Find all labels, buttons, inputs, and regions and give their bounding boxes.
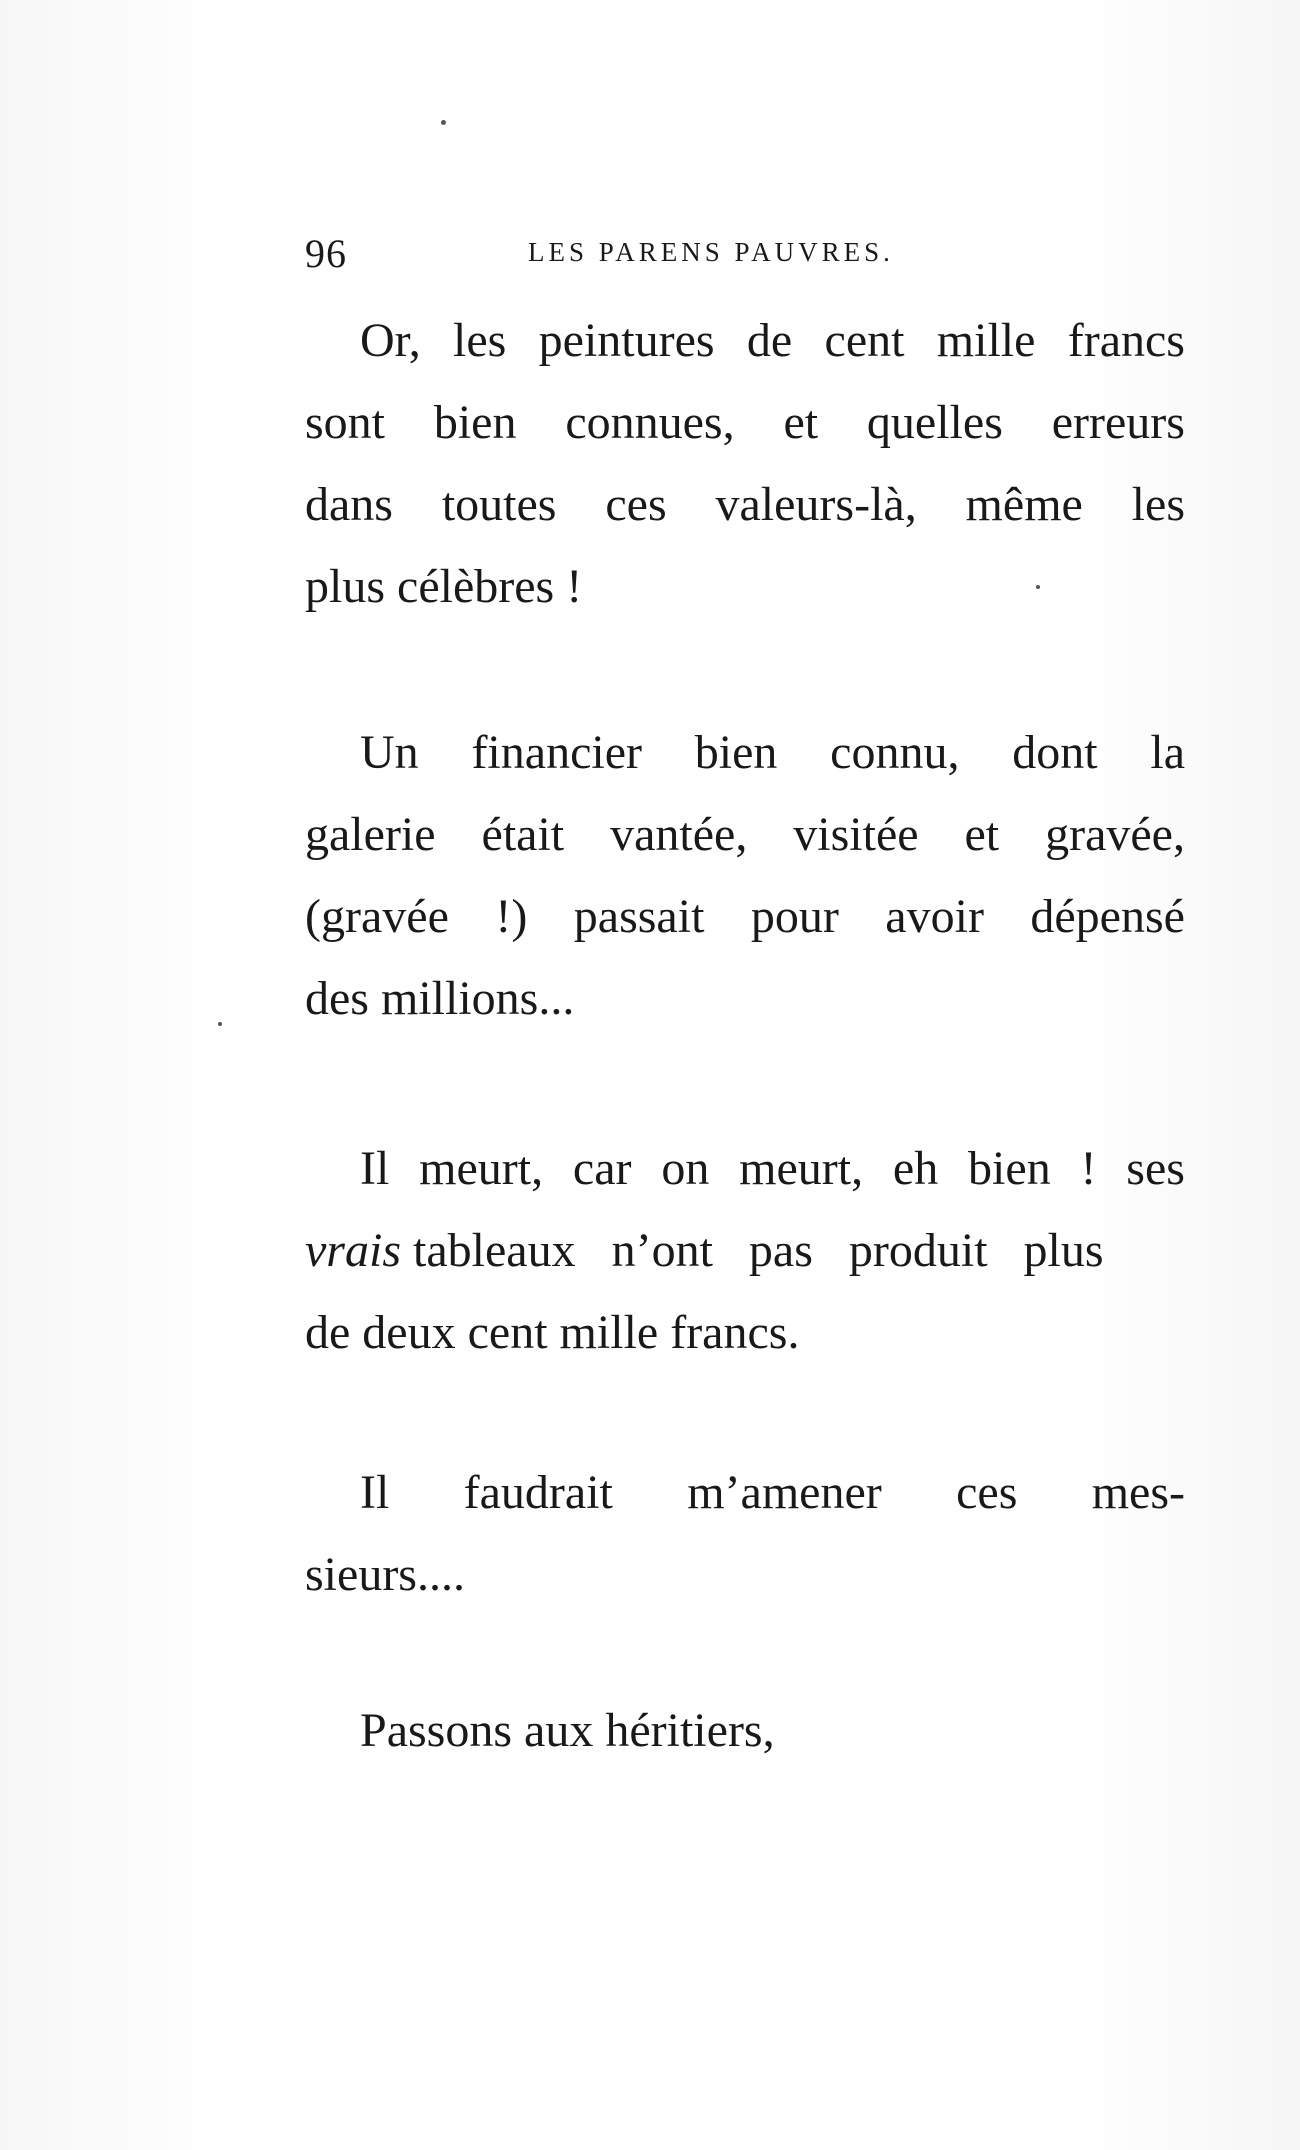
word: les: [1131, 478, 1185, 531]
word: dépensé: [1030, 890, 1185, 943]
word: était: [481, 808, 565, 861]
word: ces: [956, 1466, 1018, 1519]
word: francs: [1067, 314, 1185, 367]
text-line: [305, 300, 1185, 382]
text-line: de deux cent mille francs.: [305, 1306, 800, 1359]
word: la: [1150, 726, 1185, 779]
word: m’amener: [687, 1466, 882, 1519]
word: eh: [892, 1142, 939, 1195]
page-number: 96: [305, 231, 347, 276]
text-line: des millions...: [305, 972, 575, 1025]
word: Il: [360, 1466, 390, 1519]
running-title: LES PARENS PAUVRES.: [528, 237, 894, 267]
word: meurt,: [419, 1142, 544, 1195]
word: connues,: [565, 396, 735, 449]
word: sont: [305, 396, 386, 449]
word: gravée,: [1045, 808, 1185, 861]
word: financier: [471, 726, 642, 779]
word: meurt,: [739, 1142, 864, 1195]
word: !): [495, 890, 528, 943]
word: ces: [605, 478, 667, 531]
text-line: [305, 712, 1185, 794]
word: Il: [360, 1142, 390, 1195]
word: faudrait: [463, 1466, 613, 1519]
word: peintures: [538, 314, 715, 367]
word: toutes: [441, 478, 557, 531]
word: connu,: [830, 726, 960, 779]
text-line: [305, 464, 1185, 546]
word: mes-: [1091, 1466, 1185, 1519]
running-head: [305, 230, 965, 280]
italic-word: vrais: [305, 1224, 401, 1277]
word: Un: [360, 726, 419, 779]
text-line-rest: tableaux n’ont pas produit plus: [413, 1224, 1104, 1277]
word: cent: [824, 314, 905, 367]
word: bien: [694, 726, 778, 779]
text-line: [305, 876, 1185, 958]
text-line: plus célèbres !: [305, 560, 583, 613]
text-line: Passons aux héritiers,: [360, 1704, 775, 1757]
word: ses: [1126, 1142, 1185, 1195]
text-line-with-italic: [305, 1210, 1185, 1292]
word: et: [964, 808, 1000, 861]
word: erreurs: [1051, 396, 1185, 449]
word: (gravée: [305, 890, 449, 943]
word: car: [572, 1142, 632, 1195]
word: pour: [750, 890, 839, 943]
word: on: [661, 1142, 710, 1195]
word: galerie: [305, 808, 436, 861]
word: dont: [1012, 726, 1098, 779]
word: et: [783, 396, 819, 449]
word: !: [1080, 1142, 1097, 1195]
ink-speck: [218, 1022, 222, 1026]
word: Or,: [360, 314, 421, 367]
word: dans: [305, 478, 393, 531]
word: avoir: [885, 890, 984, 943]
text-line: [305, 1128, 1185, 1210]
word: les: [453, 314, 507, 367]
text-line: [305, 382, 1185, 464]
word: même: [965, 478, 1083, 531]
word: passait: [573, 890, 705, 943]
word: de: [746, 314, 793, 367]
text-line: [305, 794, 1185, 876]
word: bien: [433, 396, 517, 449]
text-line: sieurs....: [305, 1548, 465, 1601]
word: visitée: [793, 808, 919, 861]
word: mille: [936, 314, 1036, 367]
ink-speck: [441, 120, 446, 125]
word: vantée,: [610, 808, 748, 861]
word: valeurs-là,: [715, 478, 917, 531]
word: quelles: [866, 396, 1003, 449]
word: bien: [968, 1142, 1051, 1195]
text-line: [305, 1452, 1185, 1534]
